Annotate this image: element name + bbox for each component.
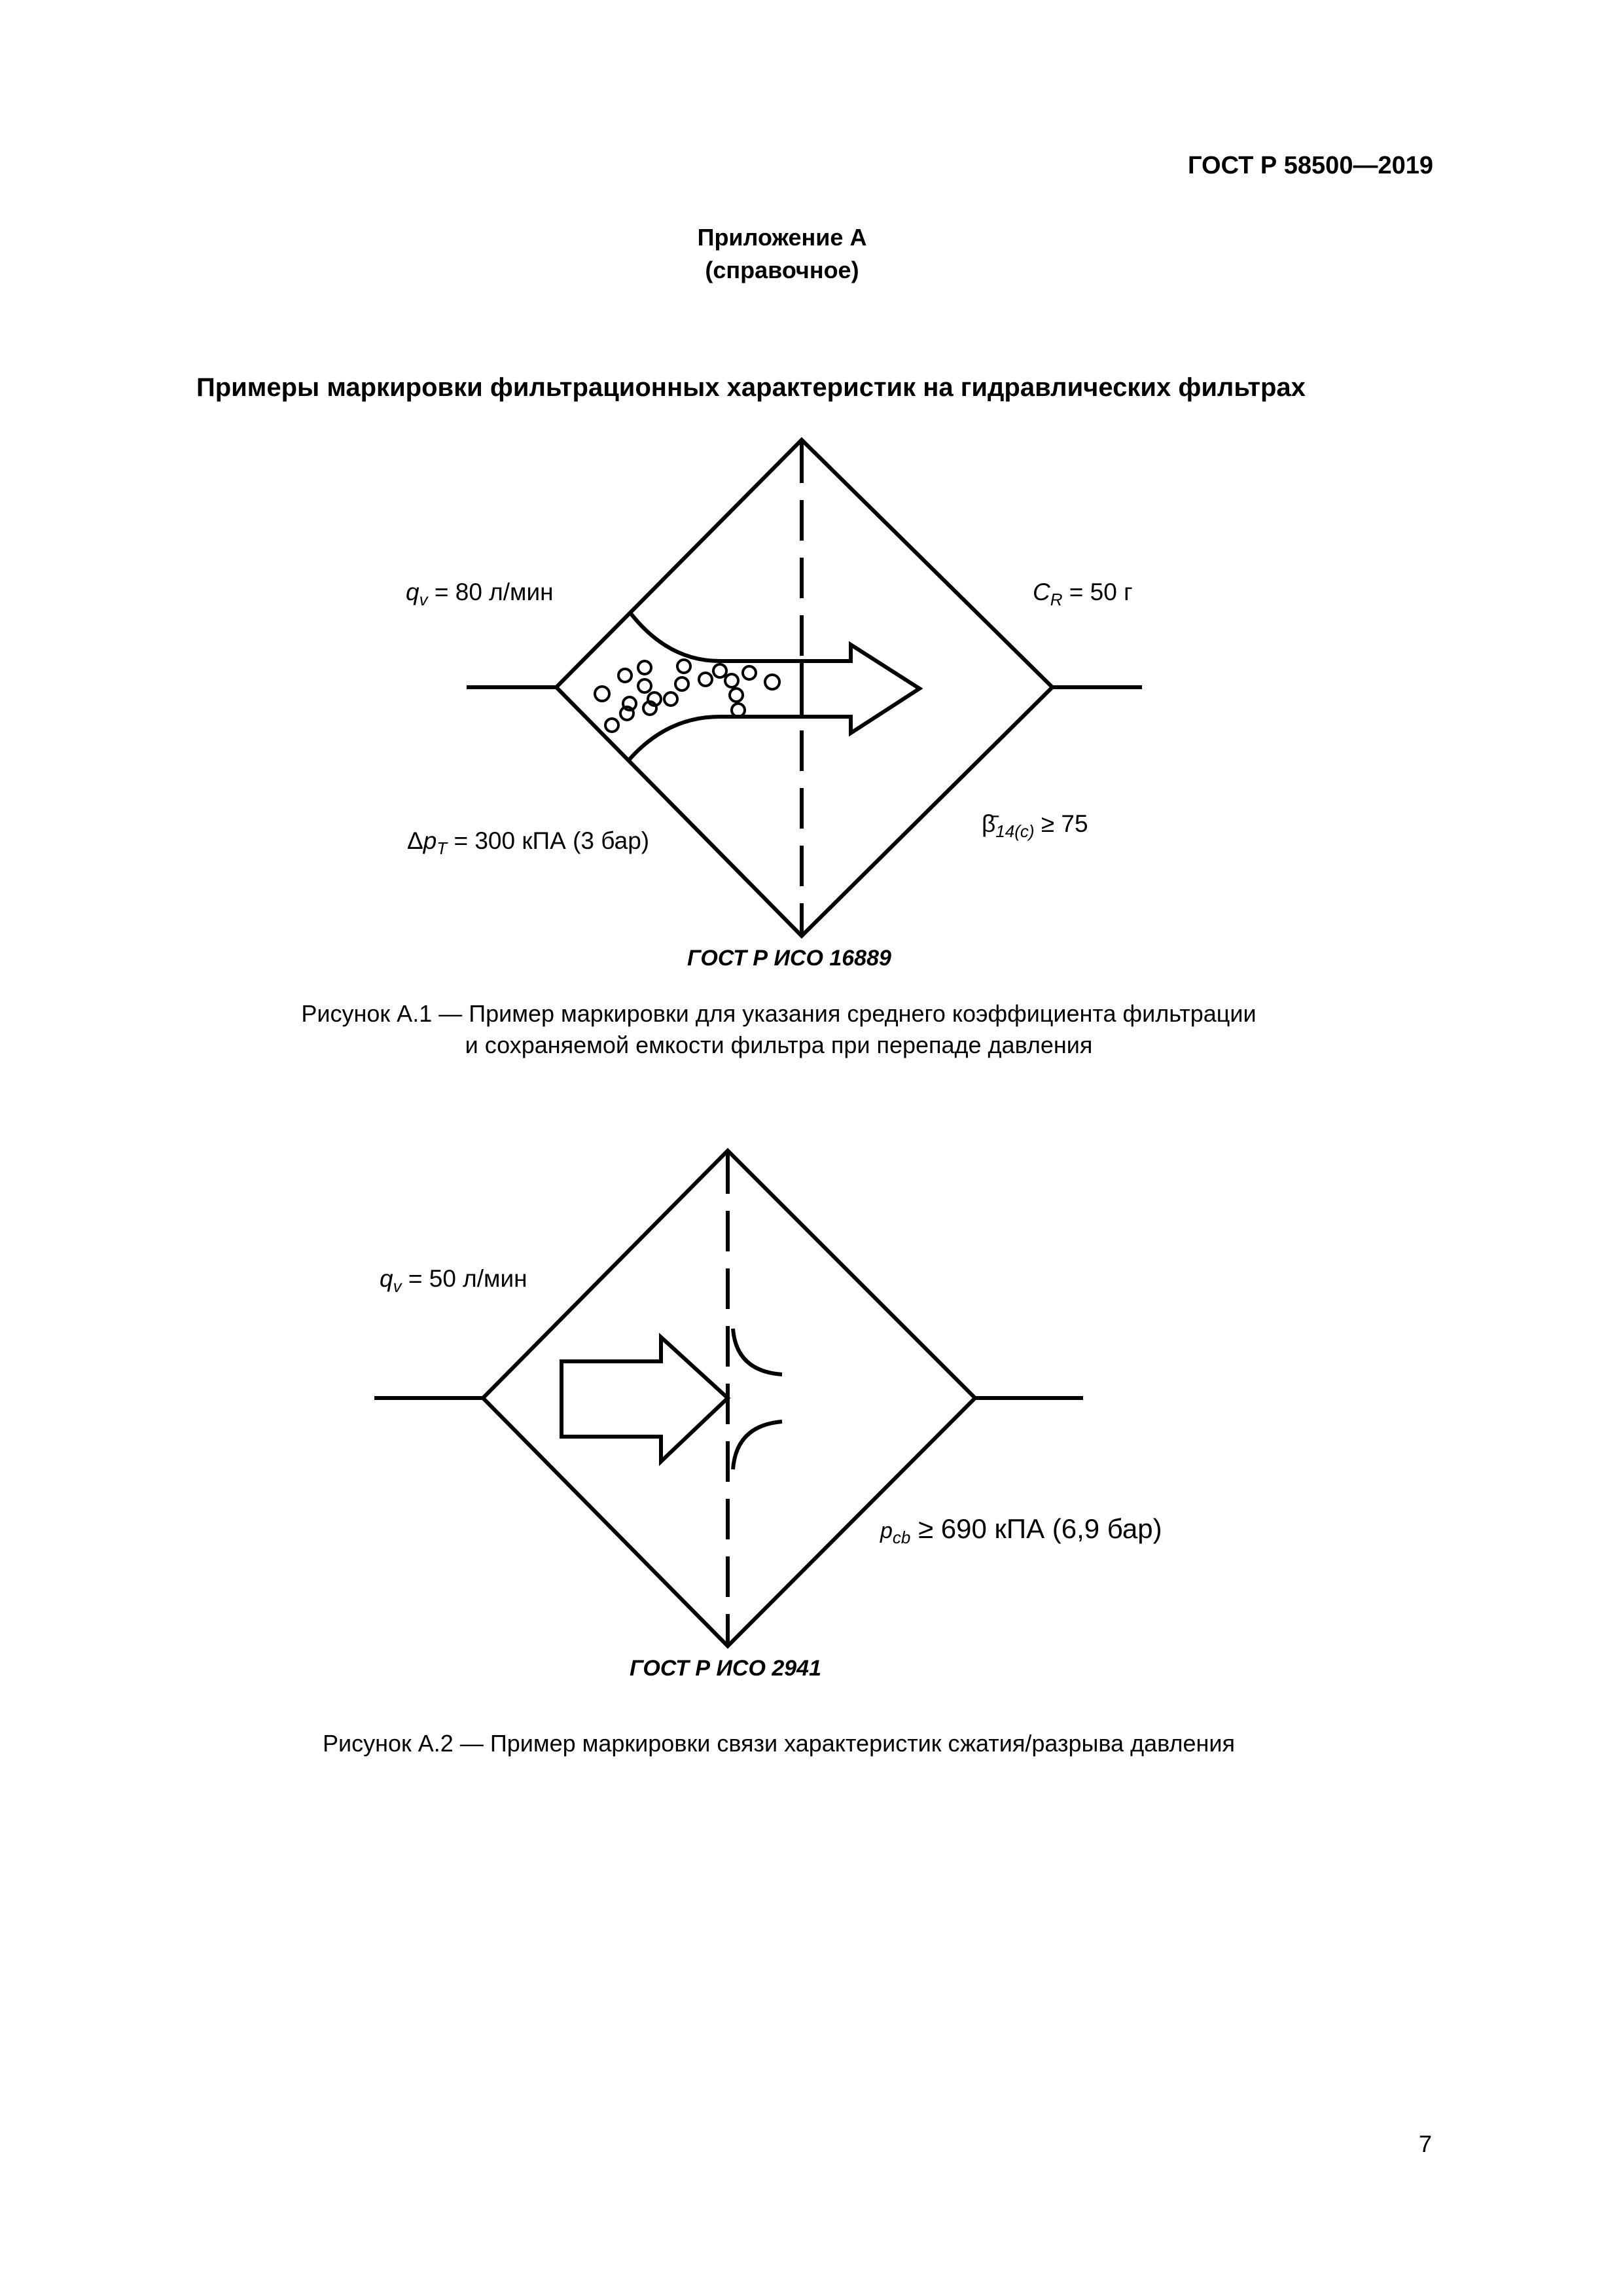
appendix-subtitle: (справочное) [705,257,859,283]
figure1-flow-funnel-top [630,612,851,661]
figure1-beta-label: $\betā_{14(c)} \ge 75$ [982,810,1088,841]
figure2-flow-arrow [562,1337,728,1462]
figure1-pressure-label: $\Delta p_T = 300$ кПА (3 бар) [407,827,650,858]
figure1-capacity-label: $C_R = 50$ г [1033,579,1133,609]
figure1-flow-arrow [802,645,919,733]
figure2-caption: Рисунок А.2 — Пример маркировки связи характеристик сжатия/разрыва давления [323,1730,1235,1757]
figure2-flow-label: $q_v = 50$ л/мин [380,1265,527,1296]
section-title: Примеры маркировки фильтрационных характеристик на гидравлических фильтрах [196,373,1306,402]
figure2-bypass-curve-bottom [733,1422,782,1469]
appendix-title: Приложение А [697,224,867,251]
document-number: ГОСТ Р 58500—2019 [1188,152,1433,179]
page-number: 7 [1418,2130,1432,2157]
figure1-caption-line2: и сохраняемой емкости фильтра при перепаде давления [465,1031,1093,1058]
figure1-standard-reference: ГОСТ Р ИСО 16889 [687,946,891,971]
figure2-standard-reference: ГОСТ Р ИСО 2941 [630,1656,822,1681]
figure2-bypass-curve-top [733,1329,782,1374]
figure2-filter-symbol [374,1151,1083,1646]
figure2-pressure-label: $p_{cb} \ge 690$ кПА (6,9 бар) [880,1513,1162,1547]
figure1-caption [0,998,1558,1061]
figure1-flow-label: $q_v = 80$ л/мин [406,579,554,609]
figure1-diamond [556,440,1052,936]
figure1-flow-funnel-bottom [630,717,851,759]
figure1-filter-symbol [467,440,1142,936]
figure1-caption-line1: Рисунок А.1 — Пример маркировки для указания среднего коэффициента фильтрации [301,1000,1257,1027]
